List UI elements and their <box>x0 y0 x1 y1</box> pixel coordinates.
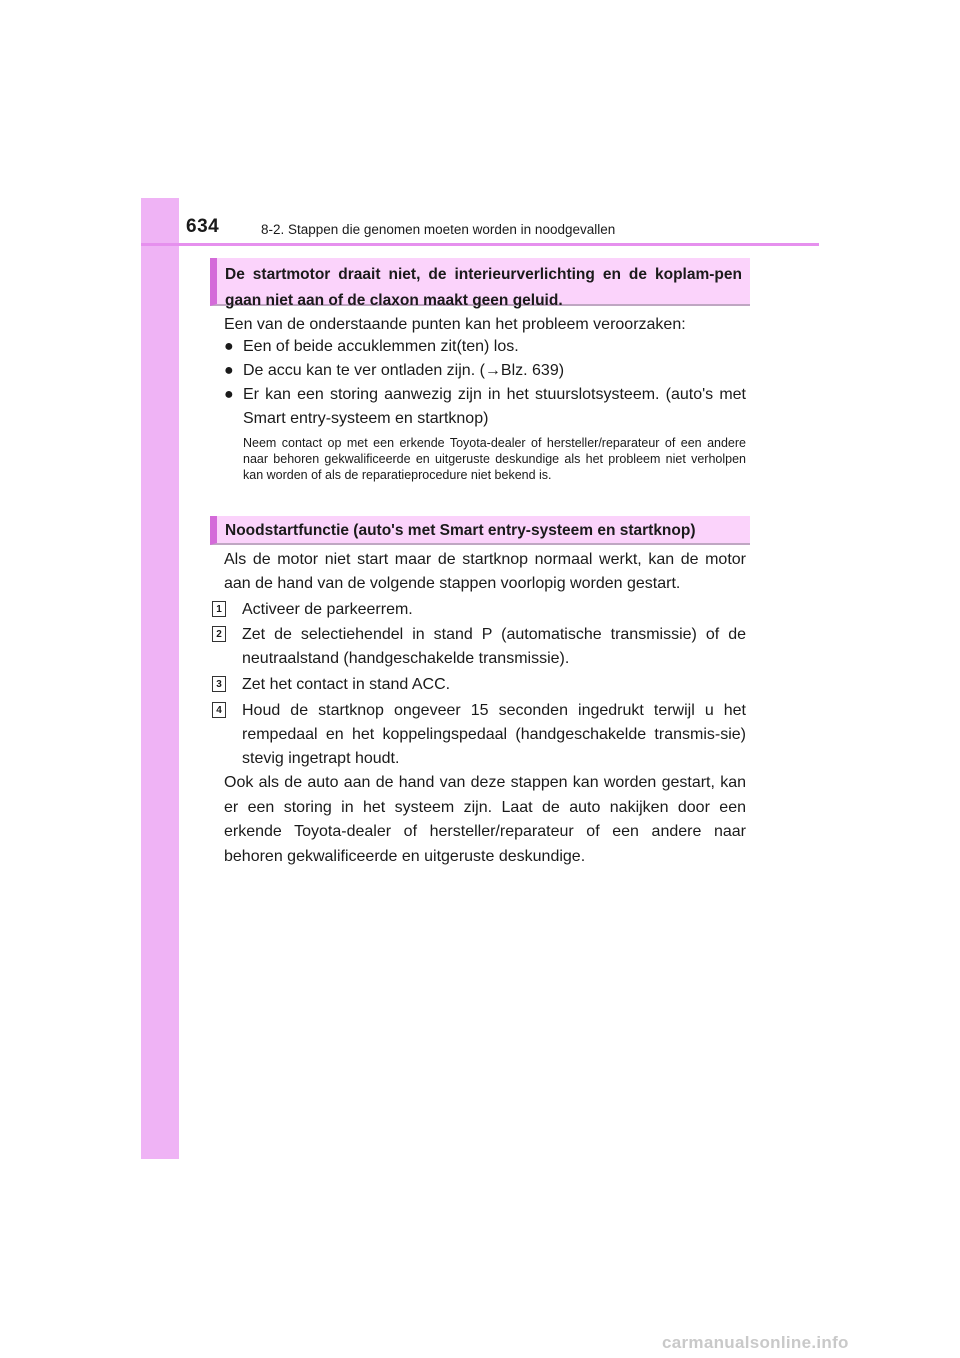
section-heading-starter: De startmotor draait niet, de interieurverlichting en de koplam-pen gaan niet aan of de claxon maakt geen geluid. <box>210 258 750 306</box>
step-text: Zet de selectiehendel in stand P (automatische transmissie) of de neutraalstand (handgeschakelde transmissie). <box>242 626 746 667</box>
step-item <box>212 623 746 671</box>
list-item-text: Een of beide accuklemmen zit(ten) los. <box>243 338 519 355</box>
bullet-icon: ● <box>224 362 234 379</box>
bullet-icon: ● <box>224 386 234 403</box>
section-intro: Als de motor niet start maar de startknop normaal werkt, kan de motor aan de hand van de volgende stappen voorlopig worden gestart. <box>224 551 746 592</box>
watermark-text: carmanualsonline.info <box>662 1333 849 1352</box>
step-item <box>212 598 746 622</box>
step-number: 4 <box>212 702 226 718</box>
page-number: 634 <box>186 216 220 237</box>
step-number: 1 <box>212 601 226 617</box>
list-item <box>224 359 746 383</box>
step-item <box>212 699 746 771</box>
step-item <box>212 673 746 697</box>
list-item <box>224 383 746 431</box>
list-item-text: De accu kan te ver ontladen zijn. (→Blz. 639) <box>243 362 565 379</box>
bullet-icon: ● <box>224 338 234 355</box>
section-heading-emergency-start: Noodstartfunctie (auto's met Smart entry-systeem en startknop) <box>210 516 750 545</box>
list-item-text: Er kan een storing aanwezig zijn in het stuurslotsysteem. (auto's met Smart entry-systeem en startknop) <box>243 386 746 427</box>
closing-paragraph: Ook als de auto aan de hand van deze stappen kan worden gestart, kan er een storing in het systeem zijn. Laat de auto nakijken door een erkende Toyota-dealer of hersteller/reparateur of een andere naar behoren gekwalificeerde en uitgeruste deskundige. <box>224 774 746 865</box>
step-number: 2 <box>212 626 226 642</box>
step-text: Zet het contact in stand ACC. <box>242 676 451 693</box>
section-intro: Een van de onderstaande punten kan het probleem veroorzaken: <box>224 316 686 333</box>
chapter-title: 8-2. Stappen die genomen moeten worden in noodgevallen <box>261 222 616 237</box>
note-text: Neem contact op met een erkende Toyota-dealer of hersteller/reparateur of een andere naar behoren gekwalificeerde en uitgeruste deskundige als het probleem niet verholpen kan worden of als de reparatieprocedure niet bekend is. <box>243 436 746 482</box>
step-number: 3 <box>212 676 226 692</box>
list-item <box>224 335 746 359</box>
step-text: Houd de startknop ongeveer 15 seconden ingedrukt terwijl u het rempedaal en het koppelingspedaal (handgeschakelde transmis-sie) stevig ingetrapt houdt. <box>242 702 746 767</box>
chapter-side-tab <box>141 198 179 1159</box>
header-divider <box>141 243 819 246</box>
step-text: Activeer de parkeerrem. <box>242 601 413 618</box>
